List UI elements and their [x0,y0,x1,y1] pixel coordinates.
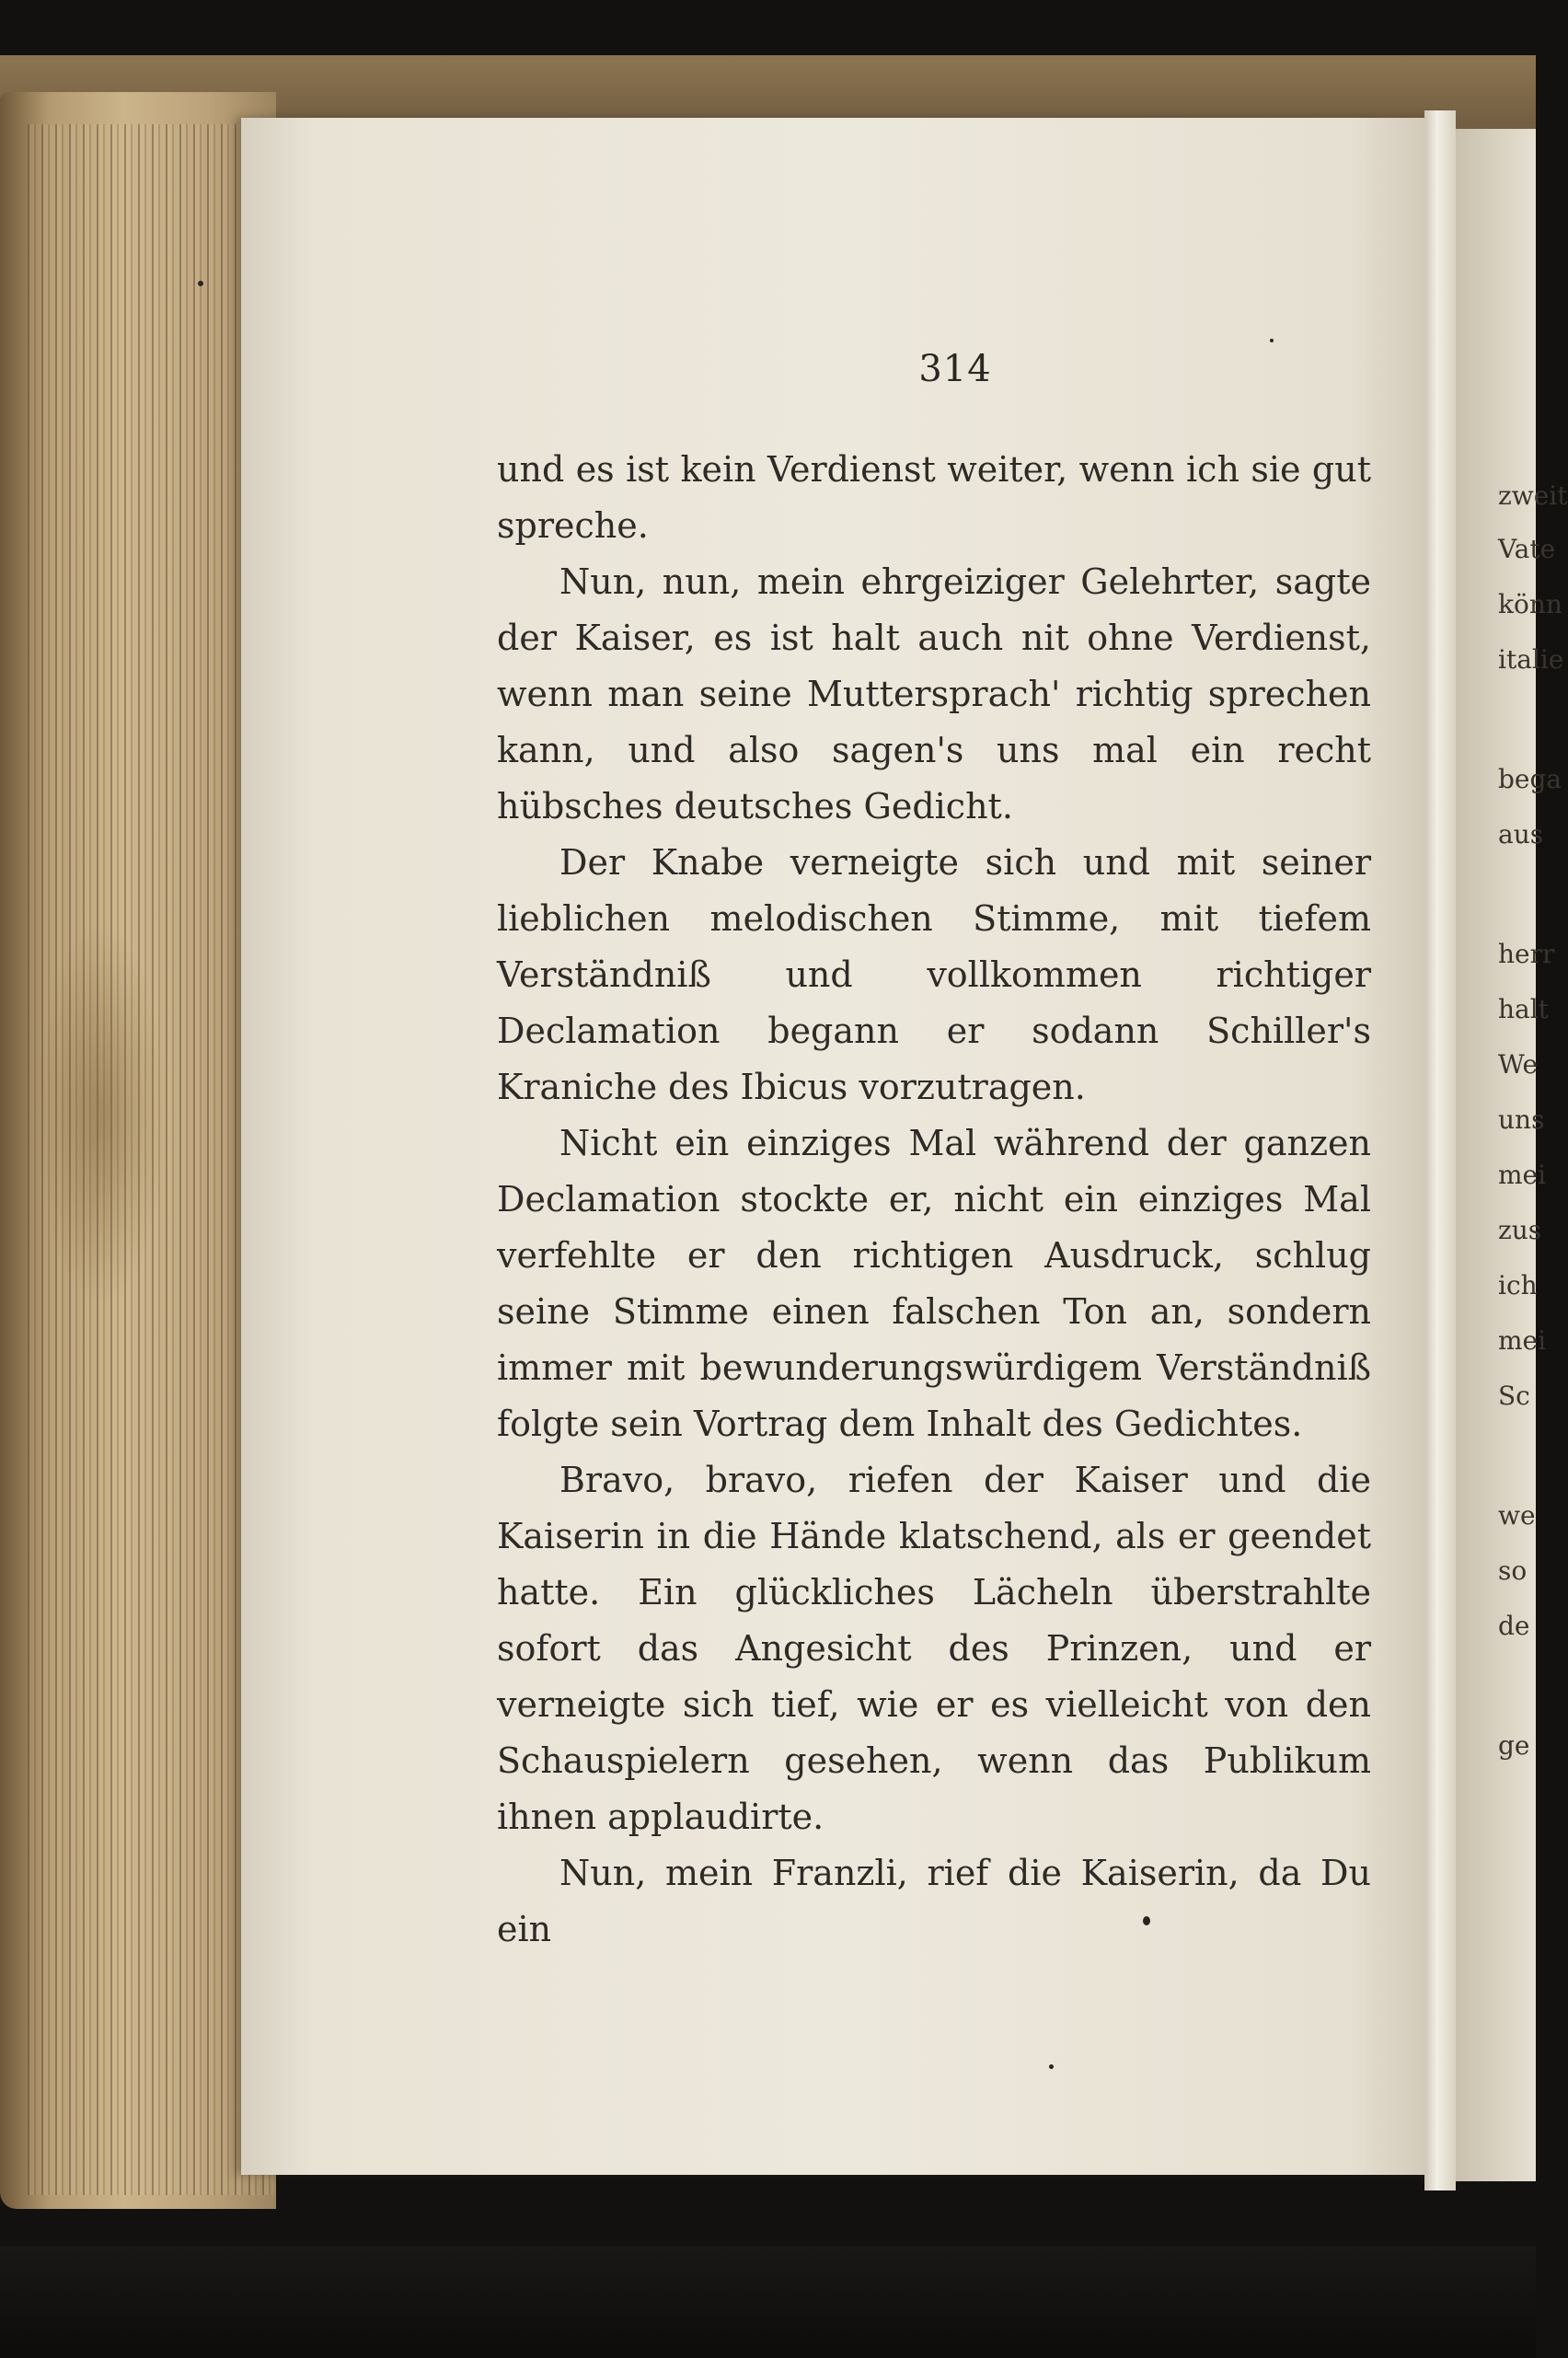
right-fragment: könn [1498,589,1562,619]
paragraph-4: Nicht ein einziges Mal während der ganzen Declamation stockte er, nicht ein einziges Mal verfehlte er den richtigen Ausdruck, schlug seine Stimme einen falschen Ton an, sondern immer mit bewunderungswürdigem Verständniß folgte sein Vortrag dem Inhalt des Gedichtes. [497,1123,1371,1444]
right-fragment: bega [1498,764,1562,794]
right-fragment: zus [1498,1215,1542,1245]
paragraph-1: und es ist kein Verdienst weiter, wenn ich sie gut spreche. [497,449,1371,546]
right-fragment: Sc [1498,1381,1530,1411]
right-fragment: we [1498,1500,1536,1531]
paragraph-2: Nun, nun, mein ehrgeiziger Gelehrter, sagte der Kaiser, es ist halt auch nit ohne Verdienst, wenn man seine Muttersprach' richtig sprechen kann, und also sagen's uns mal ein recht hübsches deutsches Gedicht. [497,561,1371,826]
right-fragment: de [1498,1611,1530,1641]
book-gutter [1424,110,1456,2190]
background-shadow [0,2246,1536,2358]
right-fragment: ich [1498,1270,1538,1300]
right-fragment: halt [1498,994,1549,1024]
right-fragment: aus [1498,819,1544,850]
ink-speck [1143,1916,1150,1925]
right-fragment: ge [1498,1730,1530,1761]
right-fragment: italie [1498,644,1564,675]
paragraph-5: Bravo, bravo, riefen der Kaiser und die Kaiserin in die Hände klatschend, als er geendet hatte. Ein glückliches Lächeln überstrahlte sofort das Angesicht des Prinzen, und er verneigte sich tief, wie er es vielleicht von den Schauspielern gesehen, wenn das Publikum ihnen applaudirte. [497,1460,1371,1837]
right-fragment: uns [1498,1104,1545,1135]
page-number: 314 [918,348,992,390]
ink-speck [1049,2064,1054,2069]
ink-speck [1270,339,1274,342]
right-fragment: Vate [1498,534,1556,564]
right-fragment: herr [1498,939,1555,969]
right-fragment: mei [1498,1160,1547,1190]
paragraph-3: Der Knabe verneigte sich und mit seiner lieblichen melodischen Stimme, mit tiefem Verständniß und vollkommen richtiger Declamation begann er sodann Schiller's Kraniche des Ibicus vorzutragen. [497,842,1371,1107]
right-fragment: We [1498,1049,1539,1080]
right-page-fragments [1496,460,1568,1841]
paragraph-6: Nun, mein Franzli, rief die Kaiserin, da Du ein [497,1853,1371,1949]
right-fragment: mei [1498,1325,1547,1356]
ink-speck [198,281,203,286]
right-fragment: zweit [1498,480,1568,511]
right-fragment: so [1498,1555,1528,1586]
page-edge-stain [37,920,166,1307]
page-text [497,442,1371,1958]
